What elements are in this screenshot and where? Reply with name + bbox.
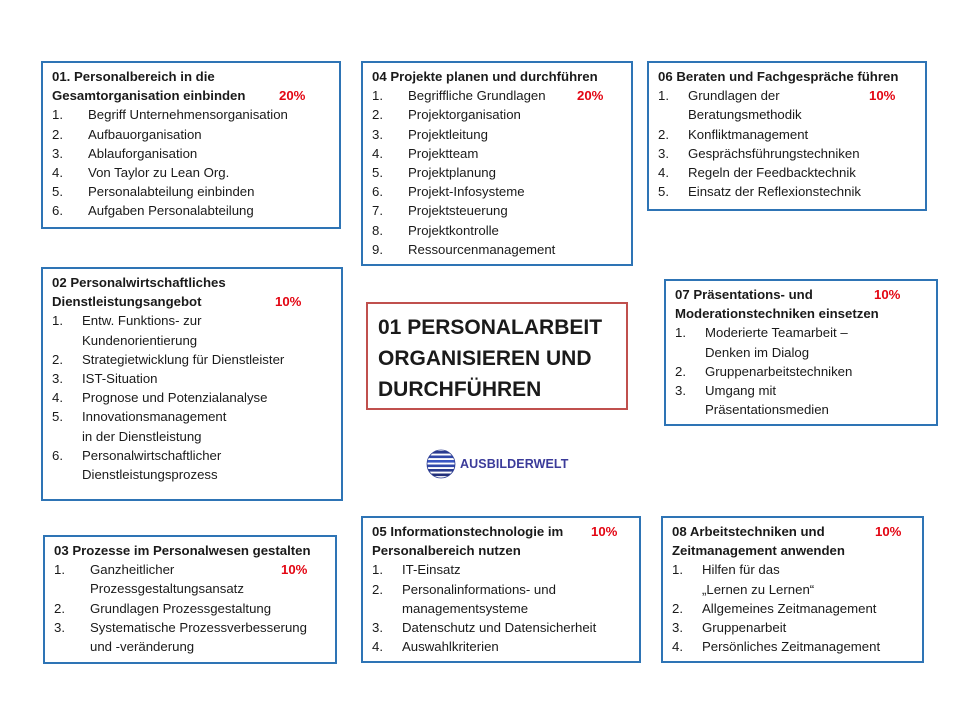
list-item-number: 7. [372,203,383,219]
list-item [372,144,623,163]
list-item-number: 2. [52,126,63,142]
list-item-text [88,125,331,144]
box-title-line: 03 Prozesse im Personalwesen gestalten [54,543,311,558]
item-list [372,86,623,259]
list-item [672,618,914,637]
list-item-text [408,105,623,124]
list-item-text-line: Gesprächsführungstechniken [688,145,860,161]
list-item-number: 2. [372,107,383,123]
list-item [52,311,333,349]
list-item [372,560,631,579]
list-item [672,560,914,598]
list-item-number: 4. [52,390,63,406]
list-item-text-line: Entw. Funktions- zur [82,313,202,329]
list-item-number: 3. [372,126,383,142]
box-prozesse [43,535,337,664]
list-item [52,201,331,220]
list-item [52,144,331,163]
list-item-number: 1. [672,562,683,578]
list-item-text [688,163,917,182]
list-item [658,125,917,144]
list-item-text [82,407,333,445]
item-list [52,311,333,484]
list-item-text-line: Dienstleistungsprozess [82,467,218,483]
weight-percent: 10% [869,88,896,104]
list-item-text [705,381,928,419]
list-item [52,105,331,124]
list-item-number: 5. [658,184,669,200]
list-item-text-line: Strategietwicklung für Dienstleister [82,351,285,367]
list-item-text [90,618,327,656]
list-item [372,240,623,259]
list-item-number: 1. [52,313,63,329]
box-title [52,273,333,311]
list-item-text [408,182,623,201]
list-item-text-line: Ablauforganisation [88,145,198,161]
ausbilderwelt-logo [425,448,568,480]
list-item-text [408,144,623,163]
list-item-text-line: Präsentationsmedien [705,402,829,418]
list-item-text-line: Personalwirtschaftlicher [82,447,222,463]
box-title [675,285,928,323]
list-item-number: 2. [54,600,65,616]
list-item-number: 3. [52,371,63,387]
list-item-text-line: Ressourcenmanagement [408,241,556,257]
list-item-text-line: Kundenorientierung [82,332,198,348]
list-item-text-line: Projektkontrolle [408,222,499,238]
list-item-text [702,618,914,637]
list-item [372,221,623,240]
list-item [52,182,331,201]
list-item-text-line: Einsatz der Reflexionstechnik [688,184,861,200]
list-item-text [702,560,914,598]
list-item [52,125,331,144]
list-item-text [408,221,623,240]
list-item-text-line: Projektsteuerung [408,203,508,219]
list-item-text-line: Ganzheitlicher [90,562,175,578]
list-item-text-line: Grundlagen Prozessgestaltung [90,600,272,616]
box-title-line: 02 Personalwirtschaftliches [52,275,226,290]
box-title [672,522,914,560]
list-item-number: 1. [52,107,63,123]
list-item-number: 3. [52,145,63,161]
list-item-text-line: Aufbauorganisation [88,126,202,142]
list-item-number: 4. [52,165,63,181]
central-topic-line: 01 PERSONALARBEIT [378,316,603,339]
list-item [658,163,917,182]
globe-stripes-icon [425,448,457,480]
list-item [54,618,327,656]
list-item-number: 6. [372,184,383,200]
list-item-text-line: Grundlagen der [688,88,780,104]
box-title [52,67,331,105]
list-item [658,144,917,163]
list-item [52,446,333,484]
list-item-text-line: Begriff Unternehmensorganisation [88,107,288,123]
list-item-number: 1. [54,562,65,578]
list-item-number: 4. [372,145,383,161]
list-item-text [702,637,914,656]
list-item-text [402,618,631,637]
box-title-line: 06 Beraten und Fachgespräche führen [658,69,899,84]
list-item-text [408,201,623,220]
box-title-line: 01. Personalbereich in die [52,69,215,84]
list-item-text [688,125,917,144]
central-topic [366,302,628,410]
list-item [52,350,333,369]
list-item [372,201,623,220]
list-item-text-line: Projektorganisation [408,107,521,123]
list-item-text [88,163,331,182]
list-item-text-line: in der Dienstleistung [82,428,202,444]
list-item-text-line: Begriffliche Grundlagen [408,88,546,104]
list-item-number: 2. [372,581,383,597]
list-item-text-line: „Lernen zu Lernen“ [702,581,815,597]
list-item-number: 3. [54,619,65,635]
list-item-text-line: Regeln der Feedbacktechnik [688,165,856,181]
list-item-number: 5. [372,165,383,181]
list-item [372,618,631,637]
list-item-text-line: Von Taylor zu Lean Org. [88,165,230,181]
list-item-text-line: Projekt-Infosysteme [408,184,525,200]
list-item-text-line: Projektplanung [408,165,496,181]
weight-percent: 10% [874,287,901,302]
box-title-line: 04 Projekte planen und durchführen [372,69,598,84]
list-item-text-line: Prognose und Potenzialanalyse [82,390,268,406]
list-item-text-line: Personalinformations- und [402,581,556,597]
box-title-line: 08 Arbeitstechniken und [672,524,825,539]
list-item-number: 4. [372,639,383,655]
box-informationstechnologie [361,516,641,663]
list-item-number: 3. [372,620,383,636]
box-arbeitstechniken [661,516,924,663]
list-item-text-line: und -veränderung [90,639,195,655]
list-item-number: 4. [672,639,683,655]
list-item-text-line: IST-Situation [82,371,158,387]
list-item-text [408,240,623,259]
list-item [372,163,623,182]
list-item-text-line: Denken im Dialog [705,344,810,360]
list-item-number: 8. [372,222,383,238]
list-item-text [82,446,333,484]
weight-percent: 10% [281,562,308,578]
list-item [675,362,928,381]
list-item-text-line: Projektleitung [408,126,488,142]
list-item-text-line: Umgang mit [705,383,777,399]
list-item-number: 2. [658,126,669,142]
list-item-text [88,182,331,201]
list-item-text [88,144,331,163]
list-item-text [408,125,623,144]
list-item-text-line: Aufgaben Personalabteilung [88,203,254,219]
list-item-number: 1. [658,88,669,104]
list-item [372,182,623,201]
weight-percent: 10% [591,524,618,539]
list-item-number: 9. [372,241,383,257]
list-item-text [408,163,623,182]
list-item-text [82,350,333,369]
box-title-line: Gesamtorganisation einbinden [52,88,246,104]
list-item-number: 2. [52,351,63,367]
list-item-text [82,388,333,407]
box-dienstleistungsangebot [41,267,343,501]
list-item [672,599,914,618]
item-list [372,560,631,656]
list-item [52,163,331,182]
list-item-text-line: Hilfen für das [702,562,780,578]
list-item-text [402,637,631,656]
item-list [672,560,914,656]
list-item-text-line: Gruppenarbeitstechniken [705,363,853,379]
weight-percent: 10% [875,524,902,539]
list-item-number: 6. [52,447,63,463]
list-item-number: 6. [52,203,63,219]
list-item-number: 3. [672,620,683,636]
box-praesentation [664,279,938,426]
list-item [372,580,631,618]
item-list [675,323,928,419]
list-item-text [82,311,333,349]
list-item [52,369,333,388]
box-title [372,522,631,560]
list-item-number: 2. [672,600,683,616]
list-item-text-line: Systematische Prozessverbesserung [90,619,307,635]
box-title-line: 07 Präsentations- und [675,287,813,302]
list-item [372,105,623,124]
list-item-number: 5. [52,184,63,200]
box-title-line: Dienstleistungsangebot [52,294,202,310]
list-item-text-line: Moderierte Teamarbeit – [705,325,848,341]
item-list [52,105,331,220]
list-item-number: 2. [675,363,686,379]
list-item-text-line: Persönliches Zeitmanagement [702,639,881,655]
list-item-text-line: IT-Einsatz [402,562,461,578]
box-title-line: Zeitmanagement anwenden [672,543,845,559]
list-item [54,599,327,618]
list-item [658,182,917,201]
central-topic-line: DURCHFÜHREN [378,378,542,401]
list-item [372,125,623,144]
list-item-text-line: Beratungsmethodik [688,107,802,123]
list-item [675,381,928,419]
list-item-number: 1. [372,88,383,104]
list-item [52,388,333,407]
list-item-text [402,560,631,579]
list-item-text [705,323,928,361]
list-item-text [88,105,331,124]
box-title-line: Moderationstechniken einsetzen [675,306,879,322]
logo-text: AUSBILDERWELT [460,457,569,471]
list-item-text [88,201,331,220]
list-item [672,637,914,656]
list-item-text [90,599,327,618]
list-item-text-line: Personalabteilung einbinden [88,184,255,200]
list-item-text [688,144,917,163]
list-item-text-line: Gruppenarbeit [702,620,787,636]
list-item [52,407,333,445]
box-title-line: Personalbereich nutzen [372,543,521,559]
list-item [675,323,928,361]
weight-percent: 20% [577,88,604,104]
list-item [372,637,631,656]
central-topic-line: ORGANISIEREN UND [378,347,592,370]
list-item-number: 1. [372,562,383,578]
list-item-number: 1. [675,325,686,341]
list-item-text [702,599,914,618]
list-item-text-line: Konfliktmanagement [688,126,809,142]
list-item-text-line: Innovationsmanagement [82,409,227,425]
list-item-text [402,580,631,618]
weight-percent: 20% [279,88,306,104]
weight-percent: 10% [275,294,302,310]
list-item-text-line: managementsysteme [402,600,529,616]
box-personalbereich [41,61,341,229]
list-item-number: 5. [52,409,63,425]
box-title-line: 05 Informationstechnologie im [372,524,564,539]
list-item-text-line: Allgemeines Zeitmanagement [702,600,877,616]
list-item-number: 3. [658,145,669,161]
box-beraten [647,61,927,211]
list-item-text [82,369,333,388]
list-item-text-line: Projektteam [408,145,479,161]
box-projekte [361,61,633,266]
list-item-text-line: Auswahlkriterien [402,639,499,655]
list-item-text [688,182,917,201]
list-item-number: 3. [675,383,686,399]
list-item-text [705,362,928,381]
list-item-text-line: Datenschutz und Datensicherheit [402,620,597,636]
list-item-number: 4. [658,165,669,181]
list-item-text-line: Prozessgestaltungsansatz [90,581,244,597]
